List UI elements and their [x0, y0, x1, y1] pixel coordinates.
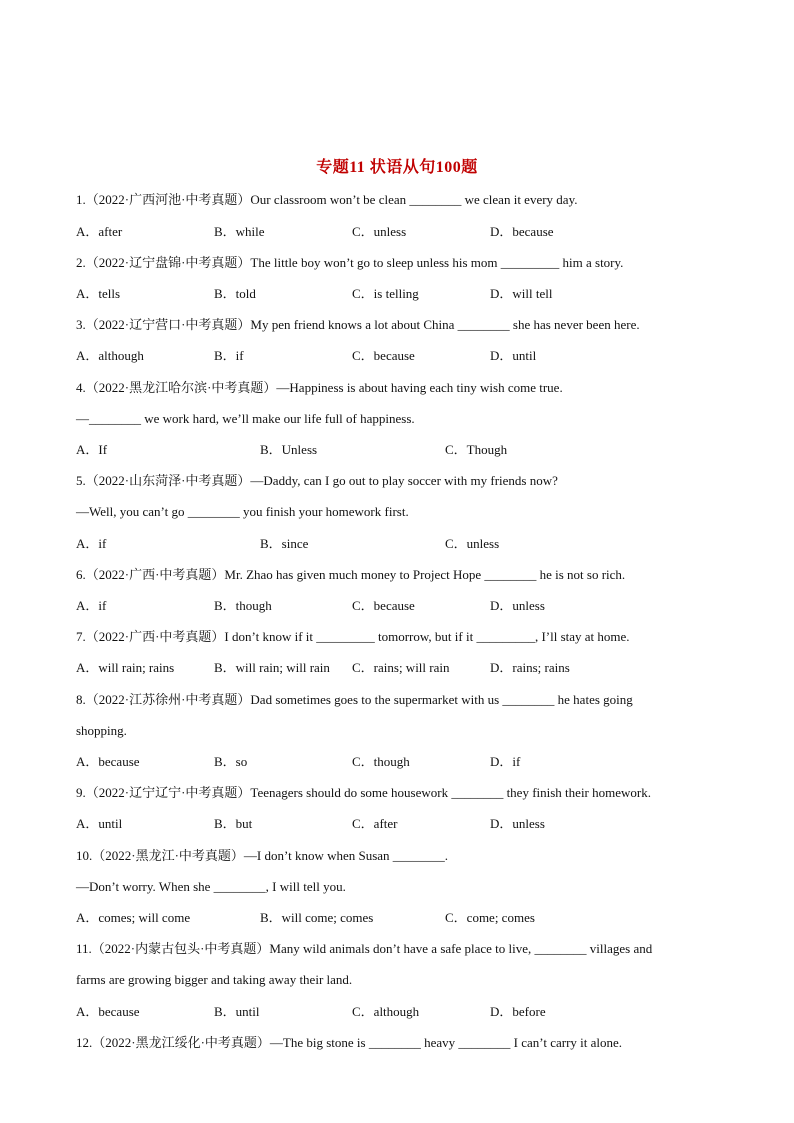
- question-7-option-a[interactable]: A．will rain; rains: [76, 660, 175, 675]
- question-8-option-a[interactable]: A．because: [76, 754, 140, 769]
- question-5-stem-line-2: —Well, you can’t go ________ you finish your homework first.: [76, 504, 409, 519]
- question-9-option-c[interactable]: C．after: [352, 816, 398, 831]
- question-4-stem: 4.（2022·黑龙江哈尔滨·中考真题）—Happiness is about having each tiny wish come true.: [76, 380, 563, 395]
- question-9-option-d[interactable]: D．unless: [490, 816, 545, 831]
- question-3-option-c[interactable]: C．because: [352, 348, 415, 363]
- question-2-stem: 2.（2022·辽宁盘锦·中考真题）The little boy won’t go to sleep unless his mom _________ him a story.: [76, 255, 624, 270]
- question-7-option-b[interactable]: B．will rain; will rain: [214, 660, 330, 675]
- question-8-stem: 8.（2022·江苏徐州·中考真题）Dad sometimes goes to the supermarket with us ________ he hates going: [76, 692, 633, 707]
- question-11-option-a[interactable]: A．because: [76, 1004, 140, 1019]
- question-9-option-b[interactable]: B．but: [214, 816, 253, 831]
- question-5-option-c[interactable]: C．unless: [445, 536, 500, 551]
- question-11-option-c[interactable]: C．although: [352, 1004, 420, 1019]
- question-3-option-b[interactable]: B．if: [214, 348, 244, 363]
- question-5-option-a[interactable]: A．if: [76, 536, 107, 551]
- question-6-option-c[interactable]: C．because: [352, 598, 415, 613]
- question-1-option-c[interactable]: C．unless: [352, 224, 407, 239]
- question-2-option-c[interactable]: C．is telling: [352, 286, 419, 301]
- question-11-option-d[interactable]: D．before: [490, 1004, 546, 1019]
- question-9-option-a[interactable]: A．until: [76, 816, 123, 831]
- question-9-stem: 9.（2022·辽宁辽宁·中考真题）Teenagers should do some housework ________ they finish their homework.: [76, 785, 651, 800]
- question-1-option-a[interactable]: A．after: [76, 224, 123, 239]
- question-8-option-c[interactable]: C．though: [352, 754, 410, 769]
- question-6-option-d[interactable]: D．unless: [490, 598, 545, 613]
- question-2-option-b[interactable]: B．told: [214, 286, 256, 301]
- question-8-option-b[interactable]: B．so: [214, 754, 248, 769]
- question-10-option-c[interactable]: C．come; comes: [445, 910, 535, 925]
- question-2-option-d[interactable]: D．will tell: [490, 286, 553, 301]
- question-6-stem: 6.（2022·广西·中考真题）Mr. Zhao has given much money to Project Hope ________ he is not so rich.: [76, 567, 626, 582]
- question-1-option-b[interactable]: B．while: [214, 224, 265, 239]
- question-11-stem-line-2: farms are growing bigger and taking away their land.: [76, 972, 353, 987]
- question-1-stem: 1.（2022·广西河池·中考真题）Our classroom won’t be clean ________ we clean it every day.: [76, 192, 578, 207]
- question-10-option-a[interactable]: A．comes; will come: [76, 910, 191, 925]
- question-4-option-c[interactable]: C．Though: [445, 442, 508, 457]
- question-3-option-a[interactable]: A．although: [76, 348, 144, 363]
- question-10-stem-line-2: —Don’t worry. When she ________, I will tell you.: [76, 879, 346, 894]
- question-12-stem: 12.（2022·黑龙江绥化·中考真题）—The big stone is ________ heavy ________ I can’t carry it alone.: [76, 1035, 623, 1050]
- question-11-stem: 11.（2022·内蒙古包头·中考真题）Many wild animals don’t have a safe place to live, ________ villages and: [76, 941, 653, 956]
- question-1-option-d[interactable]: D．because: [490, 224, 554, 239]
- question-7-option-d[interactable]: D．rains; rains: [490, 660, 570, 675]
- question-4-stem-line-2: —________ we work hard, we’ll make our life full of happiness.: [76, 411, 415, 426]
- question-2-option-a[interactable]: A．tells: [76, 286, 121, 301]
- question-10-option-b[interactable]: B．will come; comes: [260, 910, 374, 925]
- question-8-stem-line-2: shopping.: [76, 723, 127, 738]
- question-3-option-d[interactable]: D．until: [490, 348, 537, 363]
- question-5-option-b[interactable]: B．since: [260, 536, 309, 551]
- question-7-option-c[interactable]: C．rains; will rain: [352, 660, 450, 675]
- question-6-option-a[interactable]: A．if: [76, 598, 107, 613]
- question-6-option-b[interactable]: B．though: [214, 598, 272, 613]
- question-4-option-a[interactable]: A．If: [76, 442, 108, 457]
- question-3-stem: 3.（2022·辽宁营口·中考真题）My pen friend knows a lot about China ________ she has never been here.: [76, 317, 640, 332]
- question-10-stem: 10.（2022·黑龙江·中考真题）—I don’t know when Susan ________.: [76, 848, 449, 863]
- question-8-option-d[interactable]: D．if: [490, 754, 521, 769]
- page-title: 专题11 状语从句100题: [316, 159, 478, 176]
- question-4-option-b[interactable]: B．Unless: [260, 442, 318, 457]
- question-5-stem: 5.（2022·山东菏泽·中考真题）—Daddy, can I go out to play soccer with my friends now?: [76, 473, 558, 488]
- question-11-option-b[interactable]: B．until: [214, 1004, 260, 1019]
- question-7-stem: 7.（2022·广西·中考真题）I don’t know if it _________ tomorrow, but if it _________, I’ll stay at home.: [76, 629, 630, 644]
